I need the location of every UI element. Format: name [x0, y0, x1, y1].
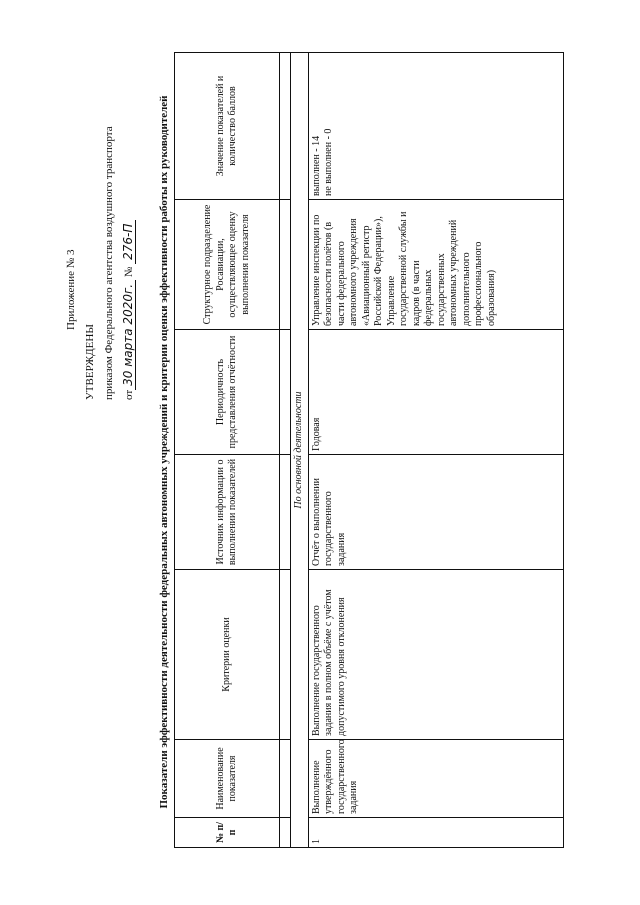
indicator-period: Годовая — [308, 330, 563, 455]
handwritten-number: 276-П — [121, 220, 136, 264]
section-row — [291, 53, 309, 848]
column-header-criteria: Критерии оценки — [175, 570, 280, 740]
value-not-fulfilled: не выполнен - 0 — [323, 128, 334, 196]
indicator-name: Выполнение утверждённого государственного задания — [308, 740, 563, 818]
indicator-value — [308, 53, 563, 200]
indicator-criteria: Выполнение государственного задания в полном объёме с учётом допустимого уровня отклонения — [308, 570, 563, 740]
handwritten-date: 30 марта 2020г. — [121, 280, 136, 390]
indicator-unit: Управление инспекции по безопасности полётов (в части федерального автономного учреждения «Авиационный регистр Российской Федерации»), Управление государственной службы и кадров (в части федеральных государственных автономных учреждений дополнительного профессионального образования) — [308, 200, 563, 330]
number-prefix: № — [123, 266, 135, 278]
date-prefix: от — [123, 389, 135, 400]
value-fulfilled: выполнен - 14 — [310, 135, 322, 196]
table-row — [308, 53, 563, 848]
approved-label: УТВЕРЖДЕНЫ — [84, 324, 96, 400]
document-title: Показатели эффективности деятельности федеральных автономных учреждений и критерии оценки эффективности работы их руководителей — [158, 95, 170, 809]
column-header-number: № п/п — [175, 818, 280, 848]
table-header-row — [175, 53, 280, 848]
order-label: приказом Федерального агентства воздушного транспорта — [103, 126, 115, 400]
column-header-value: Значение показателей и количество баллов — [175, 53, 280, 200]
column-header-period: Периодичность представления отчётности — [175, 330, 280, 455]
row-number: 1 — [308, 818, 563, 848]
order-date-line — [119, 60, 139, 400]
column-header-source: Источник информации о выполнении показателей — [175, 455, 280, 570]
section-label: По основной деятельности — [291, 53, 309, 848]
column-number-row — [280, 53, 291, 848]
appendix-label: Приложение № 3 — [65, 249, 77, 330]
indicators-table — [174, 52, 564, 848]
approval-block — [62, 60, 139, 400]
indicator-source: Отчёт о выполнении государственного задания — [308, 455, 563, 570]
column-header-unit: Структурное подразделение Росавиации, осуществляющее оценку выполнения показателя — [175, 200, 280, 330]
column-header-name: Наименование показателя — [175, 740, 280, 818]
